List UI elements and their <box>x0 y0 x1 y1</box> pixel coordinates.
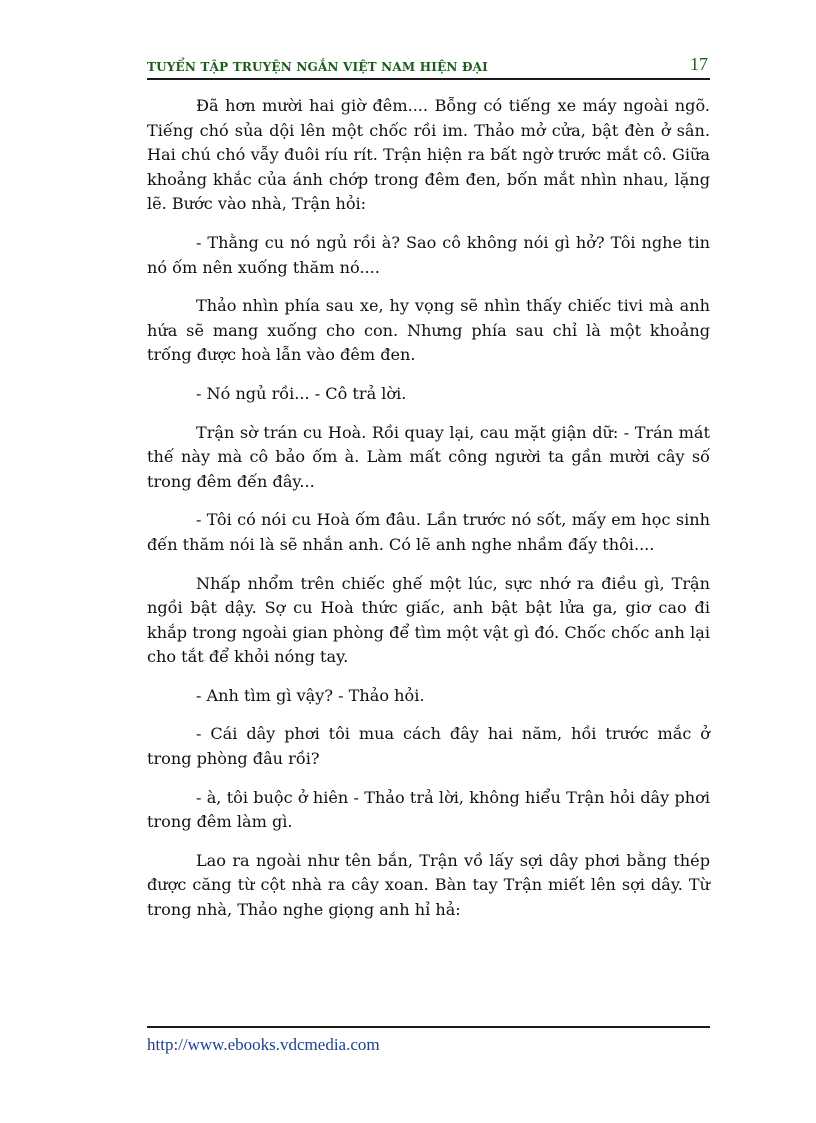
story-body <box>147 94 710 937</box>
paragraph: - Anh tìm gì vậy? - Thảo hỏi. <box>196 685 425 705</box>
book-title: TUYỂN TẬP TRUYỆN NGẮN VIỆT NAM HIỆN ĐẠI <box>147 60 488 74</box>
page-header <box>147 52 710 80</box>
paragraph: Trận sờ trán cu Hoà. Rồi quay lại, cau mặt giận dữ: - Trán mát thế này mà cô bảo ốm à. Làm mất công người ta gần mười cây số trong đêm đến đây... <box>147 422 710 491</box>
paragraph: - Thằng cu nó ngủ rồi à? Sao cô không nói gì hở? Tôi nghe tin nó ốm nên xuống thăm nó.... <box>147 232 710 277</box>
paragraph: Đã hơn mười hai giờ đêm.... Bỗng có tiếng xe máy ngoài ngõ. Tiếng chó sủa dội lên một chốc rồi im. Thảo mở cửa, bật đèn ở sân. Hai chú chó vẫy đuôi ríu rít. Trận hiện ra bất ngờ trước mắt cô. Giữa khoảng khắc của ánh chớp trong đêm đen, bốn mắt nhìn nhau, lặng lẽ. Bước vào nhà, Trận hỏi: <box>147 96 710 214</box>
paragraph: - à, tôi buộc ở hiên - Thảo trả lời, không hiểu Trận hỏi dây phơi trong đêm làm gì. <box>147 787 710 832</box>
page-number: 17 <box>690 54 708 74</box>
paragraph: Nhấp nhổm trên chiếc ghế một lúc, sực nhớ ra điều gì, Trận ngồi bật dậy. Sợ cu Hoà thức giấc, anh bật bật lửa ga, giơ cao đi khắp trong ngoài gian phòng để tìm một vật gì đó. Chốc chốc anh lại cho tắt để khỏi nóng tay. <box>147 573 710 667</box>
page-footer <box>147 1026 710 1055</box>
paragraph: - Tôi có nói cu Hoà ốm đâu. Lần trước nó sốt, mấy em học sinh đến thăm nói là sẽ nhắn anh. Có lẽ anh nghe nhầm đấy thôi.... <box>147 510 710 554</box>
paragraph: Lao ra ngoài như tên bắn, Trận vồ lấy sợi dây phơi bằng thép được căng từ cột nhà ra cây xoan. Bàn tay Trận miết lên sợi dây. Từ trong nhà, Thảo nghe giọng anh hỉ hả: <box>147 850 710 920</box>
paragraph: - Nó ngủ rồi... - Cô trả lời. <box>196 383 407 403</box>
paragraph: Thảo nhìn phía sau xe, hy vọng sẽ nhìn thấy chiếc tivi mà anh hứa sẽ mang xuống cho con. Nhưng phía sau chỉ là một khoảng trống được hoà lẫn vào đêm đen. <box>147 296 710 365</box>
footer-link[interactable]: http://www.ebooks.vdcmedia.com <box>147 1035 380 1054</box>
paragraph: - Cái dây phơi tôi mua cách đây hai năm, hồi trước mắc ở trong phòng đâu rồi? <box>147 724 710 769</box>
